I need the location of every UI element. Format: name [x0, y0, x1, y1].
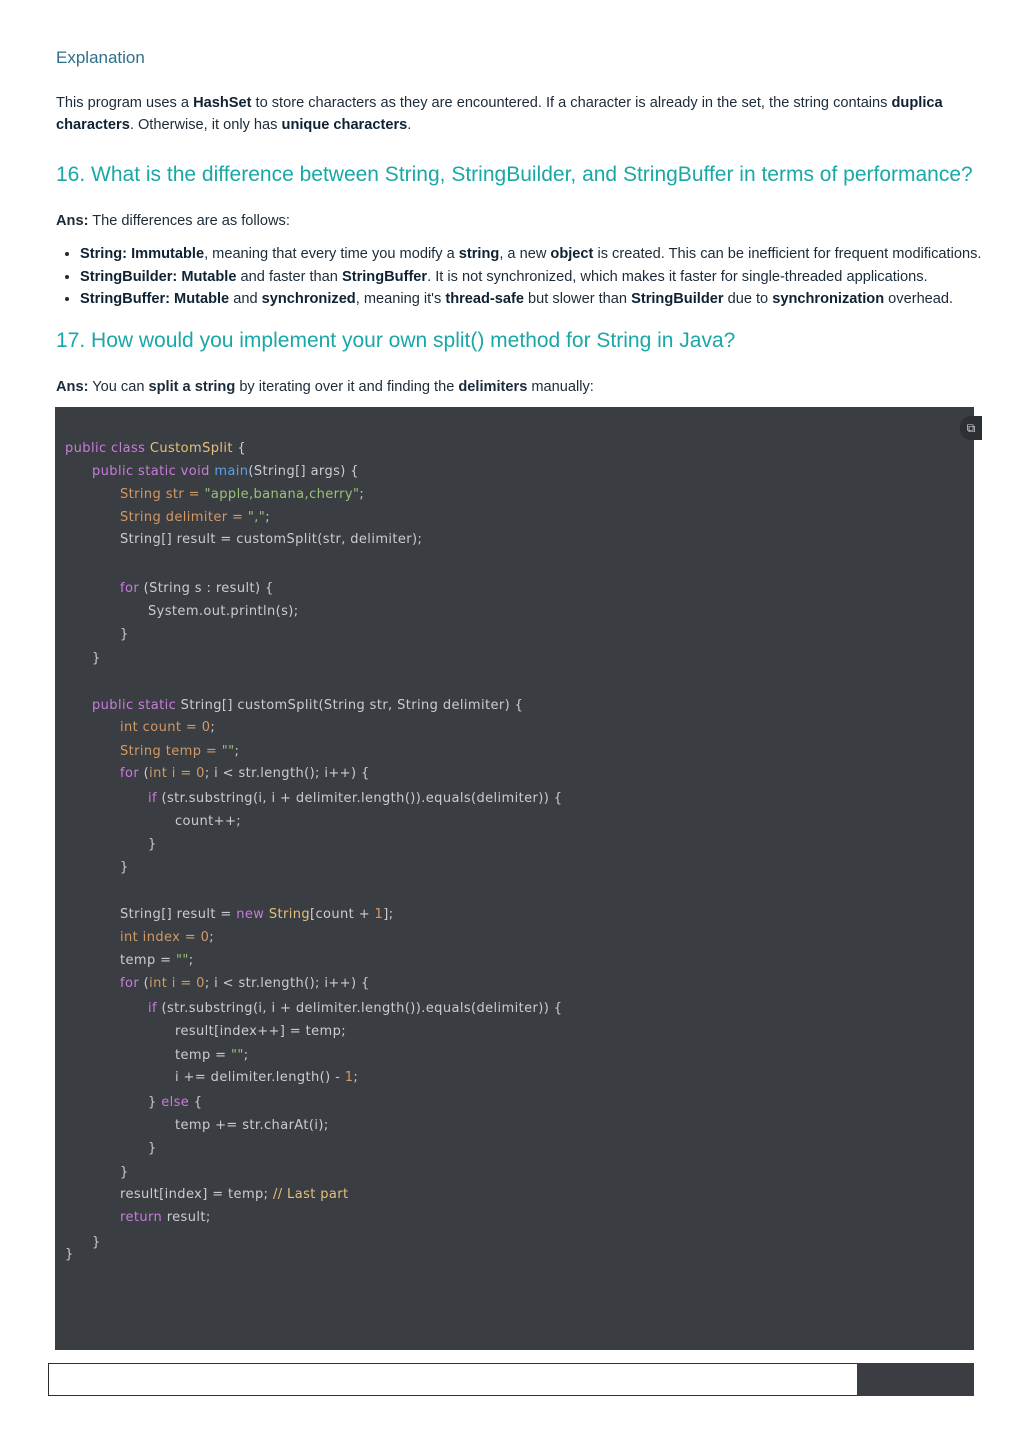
list-item: • StringBuilder: Mutable and faster than StringBuffer. It is not synchronized, which makes it faster for single-threaded applications.	[80, 266, 1010, 289]
code-token: i += delimiter.length() -	[175, 1070, 345, 1085]
code-token: int index =	[120, 930, 201, 945]
code-token: }	[120, 860, 129, 875]
code-token: String str =	[120, 487, 205, 502]
code-token: ;	[359, 487, 365, 502]
code-line	[120, 860, 129, 875]
code-token: {	[232, 441, 247, 456]
code-line	[120, 953, 194, 968]
code-line	[120, 976, 370, 991]
code-line	[148, 1001, 562, 1016]
question-16-heading: 16. What is the difference between String, StringBuilder, and StringBuffer in terms of performance?	[56, 163, 973, 186]
code-line	[120, 627, 129, 642]
code-token: result;	[162, 1210, 211, 1225]
code-token: 1	[344, 1070, 354, 1085]
code-line	[92, 464, 359, 479]
code-token: ; i < str.length(); i++) {	[204, 976, 370, 991]
code-token: public static	[92, 698, 181, 713]
code-token: }	[92, 651, 101, 666]
code-token: 1	[374, 907, 384, 922]
code-token: String[] customSplit(String str, String delimiter) {	[180, 698, 524, 713]
differences-list	[62, 243, 1010, 311]
code-token: // Last part	[272, 1187, 349, 1202]
footer-dark-block	[857, 1363, 974, 1396]
code-line	[120, 487, 364, 502]
code-token: }	[65, 1247, 74, 1262]
code-token: [count +	[310, 907, 375, 922]
code-line	[92, 651, 101, 666]
explanation-paragraph: This program uses a HashSet to store characters as they are encountered. If a character is already in the set, the string contains duplica characters. Otherwise, it only has unique characters.	[56, 95, 943, 133]
code-token: ];	[383, 907, 394, 922]
code-line	[120, 766, 370, 781]
code-token: ;	[188, 953, 194, 968]
question-17-heading: 17. How would you implement your own split() method for String in Java?	[56, 329, 736, 352]
footer-bar	[48, 1363, 974, 1396]
list-item: • String: Immutable, meaning that every time you modify a string, a new object is created. This can be inefficient for frequent modifications.	[80, 243, 1010, 266]
code-token: System.out.println(s);	[148, 604, 299, 619]
code-token: }	[92, 1235, 101, 1250]
answer-16-intro: Ans: The differences are as follows:	[56, 213, 290, 229]
code-line	[148, 791, 562, 806]
code-token: 0	[196, 766, 205, 781]
code-token: (String s : result) {	[139, 581, 274, 596]
code-line	[120, 532, 422, 547]
code-line	[92, 698, 523, 713]
code-token: }	[148, 1141, 157, 1156]
code-token: (	[139, 766, 150, 781]
code-token: ;	[353, 1070, 359, 1085]
code-line	[120, 581, 274, 596]
code-line	[65, 1247, 74, 1262]
code-token: (String[] args) {	[248, 464, 359, 479]
code-token: for	[120, 766, 140, 781]
code-token: (str.substring(i, i + delimiter.length()).equals(delimiter)) {	[157, 791, 563, 806]
code-token: temp =	[175, 1048, 231, 1063]
code-token: ; i < str.length(); i++) {	[204, 766, 370, 781]
code-token: 0	[200, 930, 210, 945]
code-token: temp += str.charAt(i);	[175, 1118, 329, 1133]
code-token: ""	[175, 953, 189, 968]
code-token: new	[236, 907, 269, 922]
code-line	[120, 907, 393, 922]
code-token: String	[268, 907, 311, 922]
code-token: temp =	[120, 953, 176, 968]
code-token: "apple,banana,cherry"	[204, 487, 360, 502]
code-token: else	[161, 1095, 190, 1110]
code-line	[148, 1095, 202, 1110]
code-line	[65, 441, 246, 456]
code-line	[175, 814, 241, 829]
code-token: ;	[209, 930, 215, 945]
code-token: count++;	[175, 814, 242, 829]
code-line	[175, 1048, 249, 1063]
code-token: if	[148, 791, 157, 806]
code-token: return	[120, 1210, 163, 1225]
code-line	[120, 744, 239, 759]
code-token: int i =	[149, 976, 197, 991]
code-token: int i =	[149, 766, 197, 781]
code-token: }	[120, 627, 129, 642]
code-line	[148, 1141, 157, 1156]
code-token: ;	[243, 1048, 249, 1063]
explanation-heading: Explanation	[56, 48, 145, 67]
code-token: 0	[201, 720, 211, 735]
code-token: ""	[230, 1048, 244, 1063]
code-token: public class	[65, 441, 150, 456]
code-token: int count =	[120, 720, 202, 735]
code-token: 0	[196, 976, 205, 991]
code-token: (	[139, 976, 150, 991]
code-line	[175, 1024, 346, 1039]
code-line	[120, 1187, 349, 1202]
code-token: String delimiter =	[120, 510, 248, 525]
answer-17-intro: Ans: You can split a string by iterating over it and finding the delimiters manually:	[56, 379, 594, 395]
code-line	[120, 1165, 129, 1180]
copy-icon: ⧉	[966, 421, 976, 435]
code-token: {	[189, 1095, 203, 1110]
code-token: ""	[221, 744, 235, 759]
code-token: for	[120, 581, 140, 596]
code-token: }	[120, 1165, 129, 1180]
code-line	[120, 720, 215, 735]
copy-button[interactable]	[960, 416, 982, 440]
code-line	[120, 510, 270, 525]
code-token: }	[148, 837, 157, 852]
code-line	[175, 1070, 358, 1085]
code-token: ;	[234, 744, 240, 759]
code-token: ;	[210, 720, 216, 735]
code-token: ;	[265, 510, 270, 525]
code-line	[120, 930, 214, 945]
code-token: result[index] = temp;	[120, 1187, 273, 1202]
code-token: String[] result =	[120, 907, 237, 922]
code-token: result[index++] = temp;	[175, 1024, 347, 1039]
code-token: if	[148, 1001, 157, 1016]
code-line	[120, 1210, 211, 1225]
code-token: ","	[247, 510, 266, 525]
code-token: main	[214, 464, 249, 479]
code-token: String[] result = customSplit(str, delimiter);	[120, 532, 423, 547]
code-line	[175, 1118, 329, 1133]
code-token: public static void	[92, 464, 215, 479]
code-token: for	[120, 976, 140, 991]
code-token: }	[148, 1095, 162, 1110]
code-token: CustomSplit	[149, 441, 233, 456]
code-line	[92, 1235, 101, 1250]
code-line	[148, 837, 157, 852]
list-item: • StringBuffer: Mutable and synchronized, meaning it's thread-safe but slower than StringBuilder due to synchronization overhead.	[80, 288, 1010, 311]
code-block	[55, 407, 974, 1350]
code-token: String temp =	[120, 744, 222, 759]
code-token: (str.substring(i, i + delimiter.length()).equals(delimiter)) {	[157, 1001, 563, 1016]
code-line	[148, 604, 299, 619]
